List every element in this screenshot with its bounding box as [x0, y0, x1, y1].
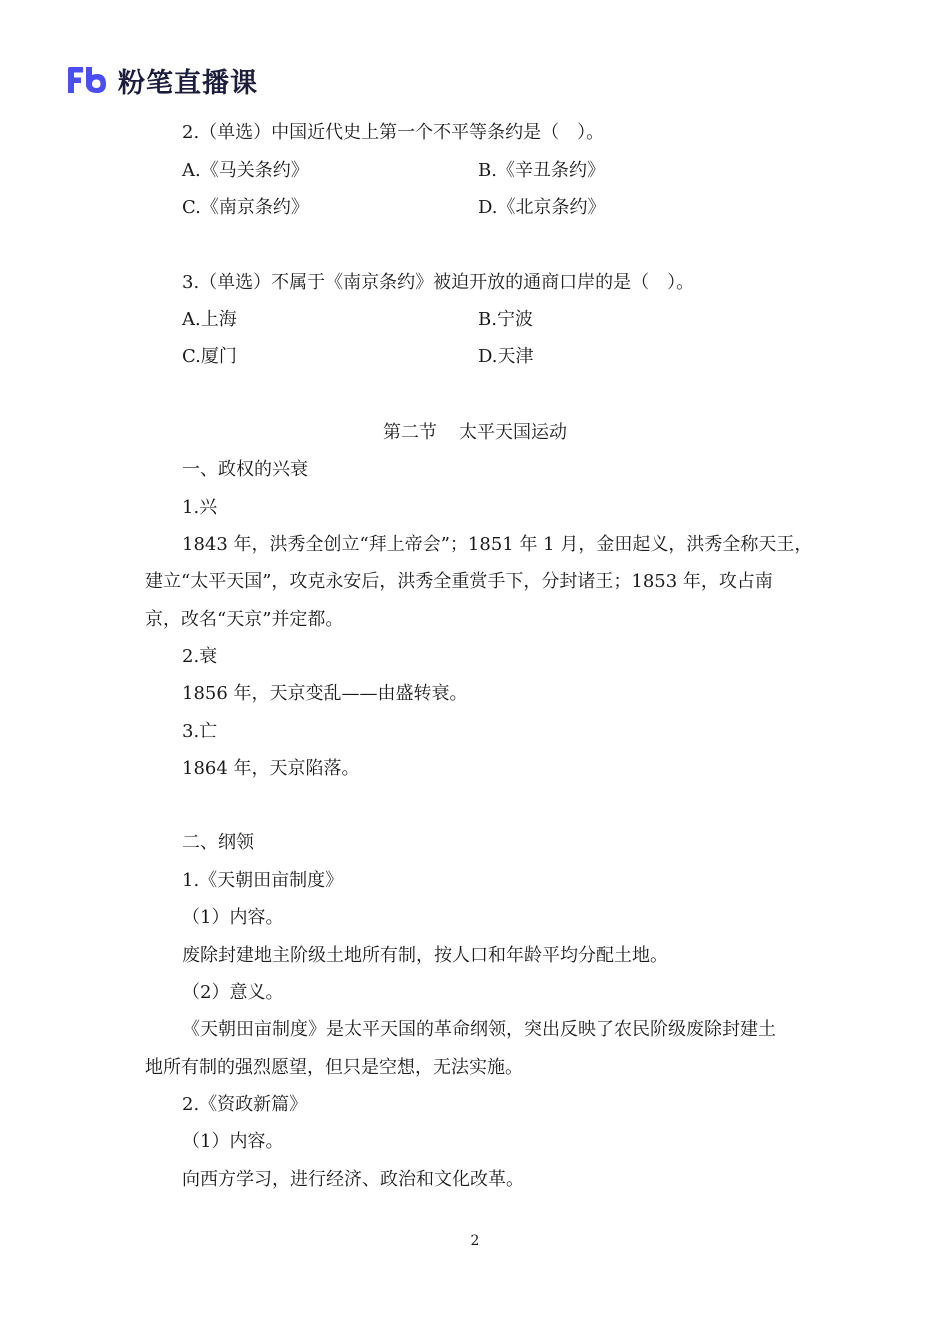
item2-content-text: 向西方学习，进行经济、政治和文化改革。 [182, 1169, 524, 1190]
question-3-option-a: A.上海 [182, 309, 237, 330]
section-name: 太平天国运动 [459, 422, 567, 443]
fall-heading: 3.亡 [182, 721, 218, 742]
question-2-option-c: C.《南京条约》 [182, 197, 309, 218]
decline-heading: 2.衰 [182, 646, 218, 667]
logo-text: 粉笔直播课 [118, 67, 258, 99]
rise-text-line-3: 京，改名“天京”并定都。 [145, 609, 344, 630]
question-3-option-c: C.厦门 [182, 346, 237, 367]
decline-text: 1856 年，天京变乱——由盛转衰。 [182, 683, 468, 704]
question-3-stem: 3.（单选）不属于《南京条约》被迫开放的通商口岸的是（ ）。 [182, 272, 695, 293]
page-number: 2 [470, 1233, 480, 1249]
item1-content-text: 废除封建地主阶级土地所有制，按人口和年龄平均分配土地。 [182, 945, 668, 966]
part2-heading: 二、纲领 [182, 832, 254, 853]
question-3-option-b: B.宁波 [478, 309, 533, 330]
rise-text-line-1: 1843 年，洪秀全创立“拜上帝会”；1851 年 1 月，金田起义，洪秀全称天王， [182, 534, 813, 555]
rise-text-line-2: 建立“太平天国”，攻克永安后，洪秀全重赏手下，分封诸王；1853 年，攻占南 [145, 571, 773, 592]
item2-heading: 2.《资政新篇》 [182, 1094, 308, 1115]
question-3-option-d: D.天津 [478, 346, 534, 367]
item1-heading: 1.《天朝田亩制度》 [182, 870, 344, 891]
question-2-option-a: A.《马关条约》 [182, 160, 309, 181]
section-number: 第二节 [383, 422, 437, 443]
question-2-stem: 2.（单选）中国近代史上第一个不平等条约是（ ）。 [182, 122, 605, 143]
question-2-option-d: D.《北京条约》 [478, 197, 606, 218]
fall-text: 1864 年，天京陷落。 [182, 758, 360, 779]
item1-meaning-label: （2）意义。 [182, 982, 284, 1003]
brand-logo [66, 60, 258, 100]
item1-meaning-line-2: 地所有制的强烈愿望，但只是空想，无法实施。 [145, 1057, 523, 1078]
question-2-option-b: B.《辛丑条约》 [478, 160, 605, 181]
item1-content-label: （1）内容。 [182, 907, 284, 928]
fb-logo-icon [66, 65, 108, 95]
rise-heading: 1.兴 [182, 497, 218, 518]
item1-meaning-line-1: 《天朝田亩制度》是太平天国的革命纲领，突出反映了农民阶级废除封建土 [182, 1019, 776, 1040]
part1-heading: 一、政权的兴衰 [182, 459, 308, 480]
item2-content-label: （1）内容。 [182, 1131, 284, 1152]
section-title [0, 421, 950, 445]
